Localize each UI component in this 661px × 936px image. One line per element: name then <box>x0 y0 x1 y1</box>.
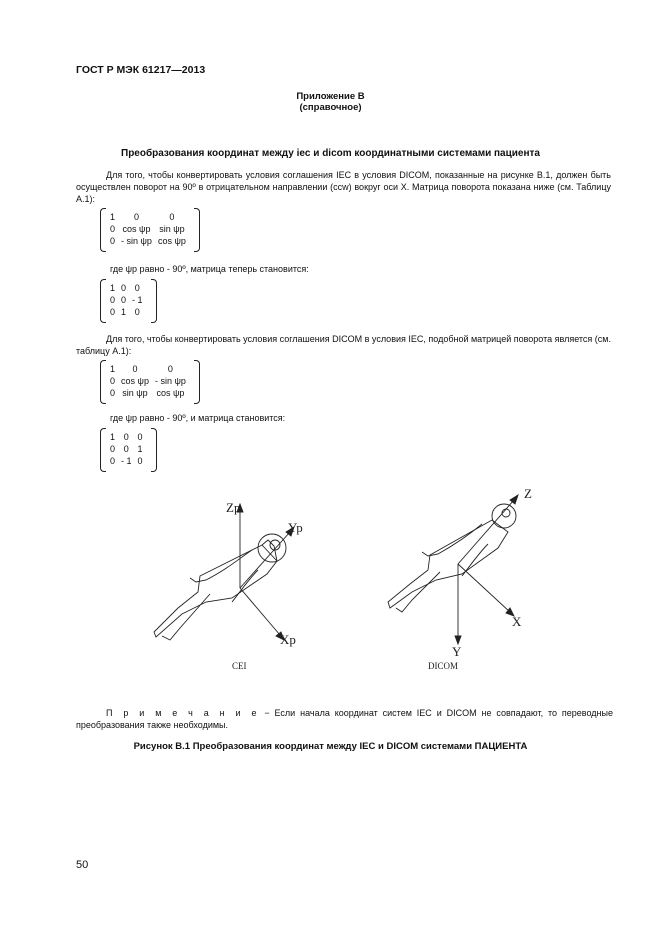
matrix-cell: 0 <box>134 307 140 317</box>
figure-note <box>76 707 613 731</box>
matrix-cell: 0 <box>123 432 129 442</box>
dicom-z-axis <box>458 500 514 564</box>
dicom-y-label: Y <box>452 644 462 659</box>
matrix-cell: 1 <box>110 212 116 222</box>
dicom-z-label: Z <box>524 486 532 501</box>
matrix-row <box>109 456 148 468</box>
page-number: 50 <box>76 859 89 871</box>
rotation-matrix-2 <box>100 279 157 323</box>
iec-patient-drawing <box>154 534 286 640</box>
rotation-matrix-3 <box>100 360 200 404</box>
annex-title: Приложение В <box>296 91 365 102</box>
matrix-cell: cos ψp <box>122 224 151 234</box>
matrix-cell: 0 <box>110 444 116 454</box>
paragraph-text: Для того, чтобы конвертировать условия соглашения IEC в условия DICOM, показанные на рисунке В.1, должен быть осуществлен поворот на 90º в отрицательном направлении (ccw) вокруг оси X. Матрица поворота показана ниже (см. Таблицу А.1): <box>76 170 611 204</box>
note-text: Если начала координат систем IEC и DICOM не совпадают, то переводные преобразования также необходимы. <box>76 708 613 730</box>
matrix-cell: 0 <box>133 212 139 222</box>
matrix-cell: 0 <box>110 456 116 466</box>
matrix-substitution-line-2: где ψp равно - 90º, и матрица становится: <box>110 413 286 423</box>
matrix-right-bracket <box>194 208 200 252</box>
matrix-cell: 0 <box>167 364 173 374</box>
matrix-cell: 1 <box>110 432 116 442</box>
matrix-substitution-line-1: где ψp равно - 90º, матрица теперь становится: <box>110 264 309 274</box>
matrix-row <box>109 307 148 319</box>
dicom-figure-label: DICOM <box>428 661 459 671</box>
dicom-x-axis <box>458 564 510 612</box>
dicom-x-label: X <box>512 614 522 629</box>
matrix-cell: 0 <box>110 295 116 305</box>
matrix-cell: cos ψp <box>157 236 186 246</box>
matrix-cell: 1 <box>137 444 143 454</box>
matrix-cell: 0 <box>110 376 116 386</box>
matrix-cell: cos ψp <box>121 376 149 386</box>
matrix-row <box>109 444 148 456</box>
iec-x-label: Xp <box>280 632 296 647</box>
matrix-cell: 0 <box>137 432 143 442</box>
matrix-left-bracket <box>100 279 106 323</box>
matrix-row <box>109 212 191 224</box>
matrix-cell: 0 <box>121 295 127 305</box>
figure-caption: Рисунок В.1 Преобразования координат между IEC и DICOM системами ПАЦИЕНТА <box>133 741 528 752</box>
iec-figure-label: CEI <box>232 661 247 671</box>
matrix-cell: 1 <box>110 364 116 374</box>
paragraph-iec-to-dicom <box>76 169 611 205</box>
iec-y-label: Yp <box>288 520 303 535</box>
matrix-left-bracket <box>100 208 106 252</box>
matrix-cell: 0 <box>123 444 129 454</box>
matrix-row <box>109 388 191 400</box>
matrix-row <box>109 364 191 376</box>
matrix-cell: sin ψp <box>159 224 185 234</box>
matrix-cell: 0 <box>134 283 140 293</box>
matrix-cell: - 1 <box>132 295 143 305</box>
matrix-cell: 0 <box>110 236 116 246</box>
annex-subtitle: (справочное) <box>299 102 362 113</box>
matrix-cell: 0 <box>110 224 116 234</box>
matrix-row <box>109 283 148 295</box>
matrix-row <box>109 224 191 236</box>
head-circle <box>258 534 286 562</box>
coordinate-systems-figure <box>140 480 560 680</box>
matrix-cell: 0 <box>121 283 127 293</box>
iec-x-axis <box>240 588 280 635</box>
matrix-row <box>109 376 191 388</box>
iec-z-label: Zp <box>226 500 241 515</box>
matrix-right-bracket <box>151 428 157 472</box>
iec-y-axis <box>240 532 290 588</box>
rotation-matrix-1 <box>100 208 200 252</box>
matrix-cell: 0 <box>110 307 116 317</box>
matrix-cell: cos ψp <box>156 388 185 398</box>
section-title: Преобразования координат между iec и dicom координатными системами пациента <box>121 148 540 159</box>
matrix-right-bracket <box>194 360 200 404</box>
matrix-left-bracket <box>100 360 106 404</box>
matrix-cell: - sin ψp <box>121 236 152 246</box>
note-label: П р и м е ч а н и е <box>106 708 260 718</box>
matrix-cell: - sin ψp <box>154 376 186 386</box>
paragraph-dicom-to-iec <box>76 333 611 357</box>
matrix-cell: 0 <box>169 212 175 222</box>
matrix-cell: 1 <box>121 307 127 317</box>
matrix-cell: - 1 <box>121 456 132 466</box>
matrix-cell: sin ψp <box>122 388 148 398</box>
matrix-left-bracket <box>100 428 106 472</box>
matrix-row <box>109 295 148 307</box>
matrix-row <box>109 236 191 248</box>
matrix-row <box>109 432 148 444</box>
note-dash: − <box>259 708 275 718</box>
matrix-right-bracket <box>151 279 157 323</box>
paragraph-text: Для того, чтобы конвертировать условия соглашения DICOM в условия IEC, подобной матрицей поворота является (см. таблицу А.1): <box>76 334 611 356</box>
matrix-cell: 0 <box>137 456 143 466</box>
matrix-cell: 1 <box>110 283 116 293</box>
matrix-cell: 0 <box>132 364 138 374</box>
matrix-cell: 0 <box>110 388 116 398</box>
rotation-matrix-4 <box>100 428 157 472</box>
document-header: ГОСТ Р МЭК 61217—2013 <box>76 64 206 76</box>
